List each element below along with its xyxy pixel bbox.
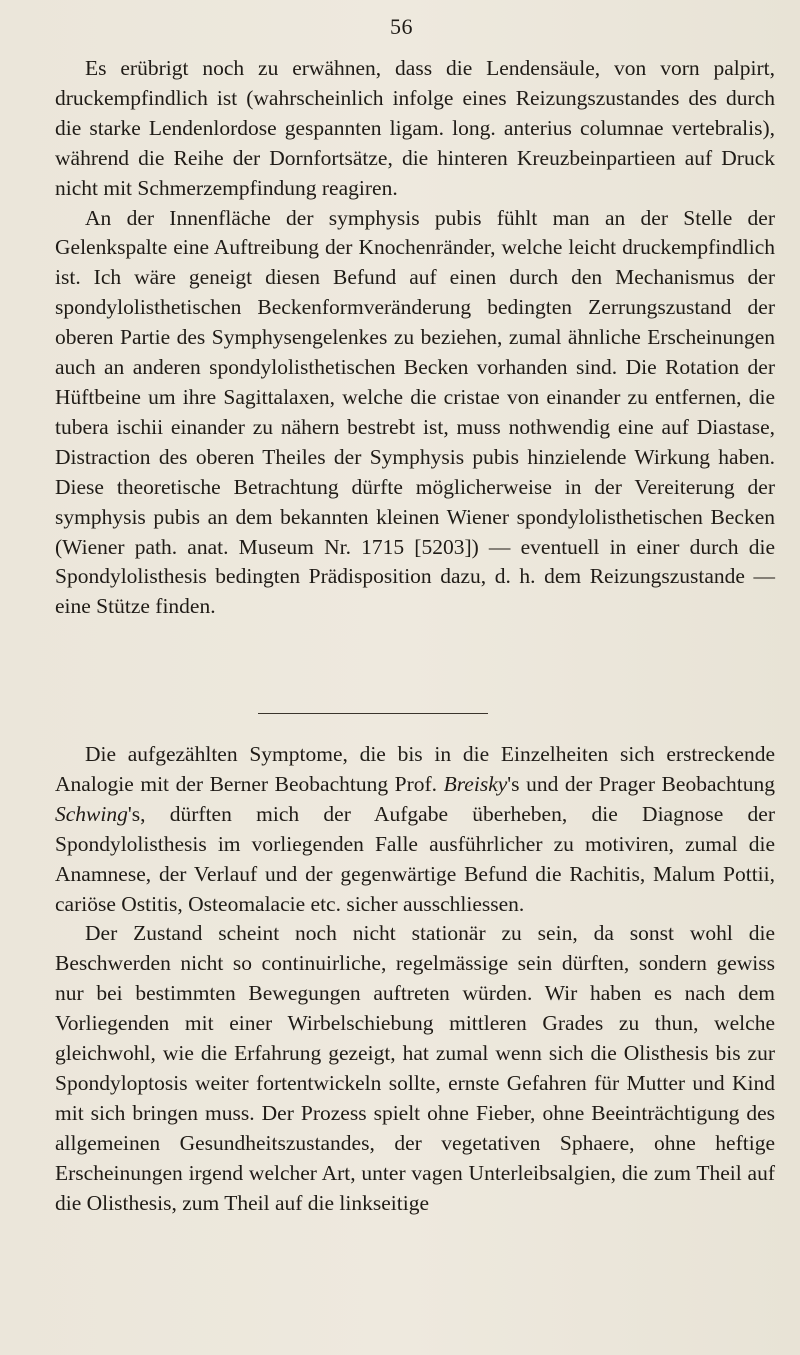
paragraph-symptome <box>55 740 775 919</box>
author-name-schwing: Schwing <box>55 801 128 826</box>
paragraph-symptome-part-1: Die aufgezählten Symptome, die bis in die Einzelheiten sich erstreckende Analogie mit der Berner Beobachtung Prof. <box>55 742 775 796</box>
paragraph-zustand: Der Zustand scheint noch nicht stationär zu sein, da sonst wohl die Beschwerden nicht so continuirliche, regelmässige sein dürften, sondern gewiss nur bei bestimmten Bewegungen auftreten würden. Wir haben es nach dem Vorliegenden mit einer Wirbelschiebung mittleren Grades zu thun, welche gleichwohl, wie die Erfahrung gezeigt, hat zumal wenn sich die Olisthesis bis zur Spondyloptosis weiter fortentwickeln sollte, ernste Gefahren für Mutter und Kind mit sich bringen muss. Der Prozess spielt ohne Fieber, ohne Beeinträchtigung des allgemeinen Gesundheitszustandes, der vegetativen Sphaere, ohne heftige Erscheinungen irgend welcher Art, unter vagen Unterleibsalgien, die zum Theil auf die Olisthesis, zum Theil auf die linkseitige <box>55 921 775 1215</box>
paragraph-lendensaeule: Es erübrigt noch zu erwähnen, dass die Lendensäule, von vorn palpirt, druckempfindlich ist (wahrscheinlich infolge eines Reizungszustandes des durch die starke Lendenlordose gespannten ligam. long. anterius columnae vertebralis), während die Reihe der Dornfortsätze, die hinteren Kreuzbeinpartieen auf Druck nicht mit Schmerzempfindung reagiren. <box>55 56 775 200</box>
text-block-upper <box>55 54 775 622</box>
paragraph-symptome-part-2: 's und der Prager Beobachtung <box>507 771 775 796</box>
author-name-breisky: Breisky <box>443 771 508 796</box>
section-divider <box>258 713 488 714</box>
text-block-lower <box>55 740 775 1219</box>
page-number: 56 <box>390 14 413 39</box>
paragraph-symphysis: An der Innenfläche der symphysis pubis fühlt man an der Stelle der Gelenkspalte eine Auftreibung der Knochenränder, welche leicht druckempfindlich ist. Ich wäre geneigt diesen Befund auf einen durch den Mechanismus der spondylolisthetischen Beckenformveränderung bedingten Zerrungszustand der oberen Partie des Symphysengelenkes zu beziehen, zumal ähnliche Erscheinungen auch an anderen spondylolisthetischen Becken vorhanden sind. Die Rotation der Hüftbeine um ihre Sagittalaxen, welche die cristae von einander zu entfernen, die tubera ischii einander zu nähern bestrebt ist, muss nothwendig eine auf Diastase, Distraction des oberen Theiles der Symphysis pubis hinzielende Wirkung haben. Diese theoretische Betrachtung dürfte möglicherweise in der Vereiterung der symphysis pubis an dem bekannten kleinen Wiener spondylolisthetischen Becken (Wiener path. anat. Museum Nr. 1715 [5203]) — eventuell in einer durch die Spondylolisthesis bedingten Prädisposition dazu, d. h. dem Reizungszustande — eine Stütze finden. <box>55 205 775 619</box>
paragraph-symptome-part-3: 's, dürften mich der Aufgabe überheben, die Diagnose der Spondylolisthesis im vorliegenden Falle ausführlicher zu motiviren, zumal die Anamnese, der Verlauf und der gegenwärtige Befund die Rachitis, Malum Pottii, cariöse Ostitis, Osteomalacie etc. sicher ausschliessen. <box>55 801 775 916</box>
